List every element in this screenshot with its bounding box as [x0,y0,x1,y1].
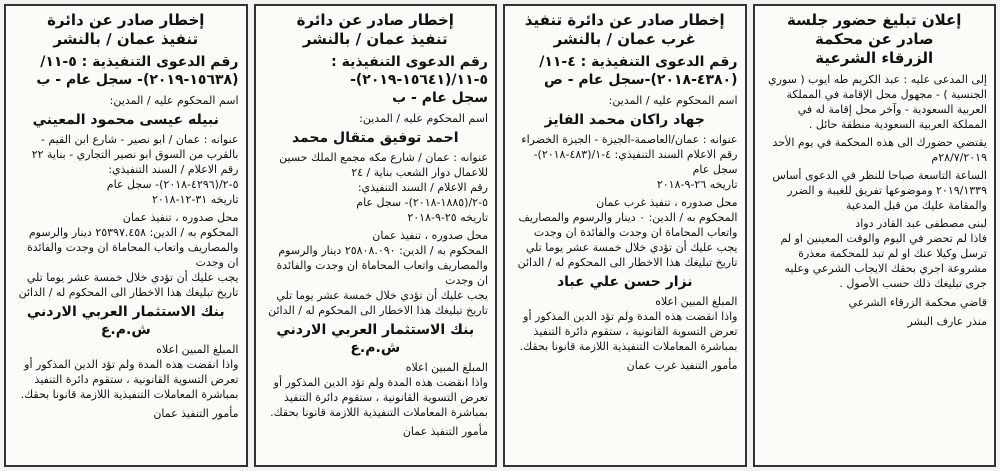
notice-body: يقتضي حضورك الى هذه المحكمة في يوم الأحد ٢٨/٧/٢٠١٩م [772,136,987,164]
officer-sign: مأمور التنفيذ عمان [153,407,239,420]
notice-body: الساعة التاسعة صباحا للنظر في الدعوى أساس ٢٠١٩/١٣٣٩ وموضوعها تفريق للغيبة و الضرر والمقامة عليك من قبل المدعية [772,169,987,212]
notice-body: عنوانه : عمان / شارع مكه مجمع الملك حسين للاعمال دوار الشعب بناية / ٢٤ رقم الاعلام / السند التنفيذي: ٥-٢/(١٨٨٥-٢٠١٨)- سجل عام تاريخه ٢٥-٩-٢٠١٨ [279,151,488,224]
judge-name: منذر عارف البشر [907,315,987,328]
notice-body: المبلغ المبين اعلاه واذا انقضت هذه المدة ولم تؤد الدين المذكور أو تعرض التسوية القانونية ، ستقوم دائرة التنفيذ بمباشرة المعاملات التنفيذية اللازمة قانونا بحقك. [20,343,239,401]
notice-body: إلى المدعى عليه : عبد الكريم طه ايوب ( سوري الجنسية ) - مجهول محل الإقامة في المملكة العربية السعودية - وآخر محل إقامة له في المملكة العربية السعودية منطقة حائل . [768,73,987,131]
notice-body: عنوانه : عمان / ابو نصير - شارع ابن القيم - بالقرب من السوق ابو نصير التجاري - بناية ٢٢ رقم الاعلام / السند التنفيذي: ٥-٢/(٤٢٩٦-٢٠١٨)- سجل عام تاريخه ٣١-١٢-٢٠١٨ [31,133,239,206]
officer-sign: مأمور التنفيذ عمان [402,425,488,438]
notice-title: إخطار صادر عن دائرة تنفيذ عمان / بالنشر [296,11,454,48]
notice-body: محل صدوره ، تنفيذ عمان المحكوم به / الدين: ٢٥٣٩٧.٤٥٨ دينار والرسوم والمصاريف واتعاب المحاماة ان وجدت والفائدة ان وجدت يجب عليك أن تؤدي خلال خمسة عشر يوما تلي تاريخ تبليغك هذا الاخطار الى المحكوم له / الدائن [18,211,239,299]
judge-title: قاضي محكمة الزرقاء الشرعي [848,296,987,309]
notice-body: المبلغ المبين اعلاه واذا انقضت هذه المدة ولم تؤد الدين المذكور أو تعرض التسوية القانونية ، ستقوم دائرة التنفيذ بمباشرة المعاملات التنفيذية اللازمة قانونا بحقك. [519,295,738,353]
notice-body: المبلغ المبين اعلاه واذا انقضت هذه المدة ولم تؤد الدين المذكور أو تعرض التسوية القانونية ، ستقوم دائرة التنفيذ بمباشرة المعاملات التنفيذية اللازمة قانونا بحقك. [270,361,488,419]
notice-title: إخطار صادر عن دائرة تنفيذ غرب عمان / بالنشر [524,11,725,48]
debtor-name: جهاد راكان محمد الفايز [544,112,705,128]
debtor-label: اسم المحكوم عليه / المدين: [109,94,239,107]
notice-zarqa-court [753,4,997,467]
case-number: رقم الدعوى التنفيذية : ٤-١١/ (٤٣٨٠-٢٠١٨)-سجل عام - ص [539,54,738,88]
case-number: رقم الدعوى التنفيذية : ٥-١١/(١٥٦٤١-٢٠١٩)- سجل عام - ب [331,54,488,106]
creditor-name: بنك الاستثمار العربي الاردني ش.م.ع [26,304,225,338]
notice-body: عنوانه : عمان/العاصمة-الجيزة - الجيزة الخضراء رقم الاعلام السند التنفيذي: ٤-١/(٤٨٣-٢٠١٨)- سجل عام تاريخه ٢٦-٩-٢٠١٨ [521,133,738,191]
creditor-name: بنك الاستثمار العربي الاردني ش.م.ع [276,322,475,356]
notice-west-amman [503,4,747,467]
creditor-name: نزار حسن علي عباد [556,274,693,290]
notice-amman-2 [4,4,248,467]
case-number: رقم الدعوى التنفيذية : ٥-١١/ (١٥٦٣٨-٢٠١٩)- سجل عام - ب [36,54,239,88]
debtor-name: نبيله عيسى محمود المعيني [32,112,219,128]
notice-amman-1 [254,4,498,467]
officer-sign: مأمور التنفيذ غرب عمان [626,359,738,372]
notice-title: إعلان تبليغ حضور جلسة صادر عن محكمة الزرقاء الشرعية [787,11,962,67]
notice-body: محل صدوره ، تنفيذ عمان المحكوم به / الدين: ٢٥٨٠٨.٠٩٠ دينار والرسوم والمصاريف واتعاب المحاماة ان وجدت والفائدة ان وجدت يجب عليك أن تؤدي خلال خمسة عشر يوما تلي تاريخ تبليغك هذا الاخطار الى المحكوم له / الدائن [268,229,488,317]
notice-body: لبنى مصطفى عبد القادر دواد فاذا لم تحضر في اليوم والوقت المعينين او لم ترسل وكيلا عنك او لم تبد للمحكمة معذرة مشروعة اجري بحقك الايجاب الشرعي وعليه جرى تبليغك ذلك حسب الأصول . [780,217,987,290]
debtor-label: اسم المحكوم عليه / المدين: [608,94,738,107]
debtor-name: احمد توفيق متقال محمد [291,130,459,146]
debtor-label: اسم المحكوم عليه / المدين: [359,112,488,125]
notice-title: إخطار صادر عن دائرة تنفيذ عمان / بالنشر [47,11,205,48]
notice-body: محل صدوره ، تنفيذ غرب عمان المحكوم به / الدين: ٠ دينار والرسوم والمصاريف واتعاب المحاماة ان وجدت والفائدة ان وجدت يجب عليك أن تؤدي خلال خمسة عشر يوما تلي تاريخ تبليغك هذا الاخطار الى المحكوم له / الدائن [517,196,738,269]
